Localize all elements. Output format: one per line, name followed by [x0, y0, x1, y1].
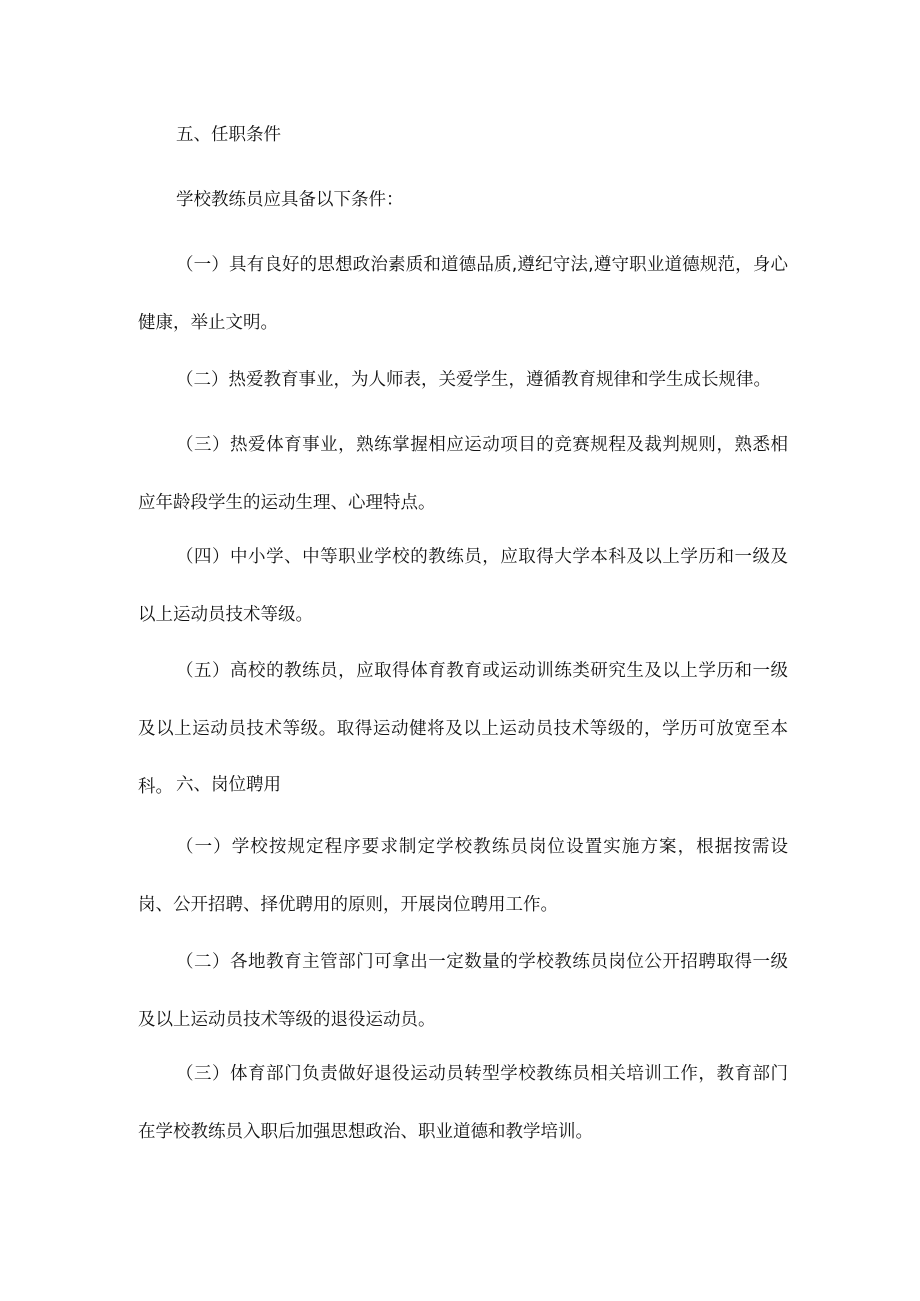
section-5-item-2: （二）热爱教育事业，为人师表，关爱学生，遵循教育规律和学生成长规律。: [176, 370, 771, 390]
section-5-item-1: （一）具有良好的思想政治素质和道德品质,遵纪守法,遵守职业道德规范，身心健康，举止文明。: [138, 255, 788, 333]
section-5-item-4: （四）中小学、中等职业学校的教练员，应取得大学本科及以上学历和一级及以上运动员技术等级。: [138, 547, 788, 625]
section-5-heading: 五、任职条件: [176, 125, 281, 145]
section-6-item-1: （一）学校按规定程序要求制定学校教练员岗位设置实施方案，根据按需设岗、公开招聘、择优聘用的原则，开展岗位聘用工作。: [138, 837, 788, 915]
section-5-intro: 学校教练员应具备以下条件：: [176, 190, 404, 210]
section-5-item-3: （三）热爱体育事业，熟练掌握相应运动项目的竞赛规程及裁判规则，熟悉相应年龄段学生的运动生理、心理特点。: [138, 435, 788, 513]
section-6-item-3: （三）体育部门负责做好退役运动员转型学校教练员相关培训工作，教育部门在学校教练员入职后加强思想政治、职业道德和教学培训。: [138, 1064, 788, 1142]
section-6-item-2: （二）各地教育主管部门可拿出一定数量的学校教练员岗位公开招聘取得一级及以上运动员技术等级的退役运动员。: [138, 952, 788, 1030]
section-6-heading: 六、岗位聘用: [176, 775, 281, 795]
section-5-item-5: （五）高校的教练员，应取得体育教育或运动训练类研究生及以上学历和一级及以上运动员技术等级。取得运动健将及以上运动员技术等级的，学历可放宽至本科。: [138, 661, 788, 797]
